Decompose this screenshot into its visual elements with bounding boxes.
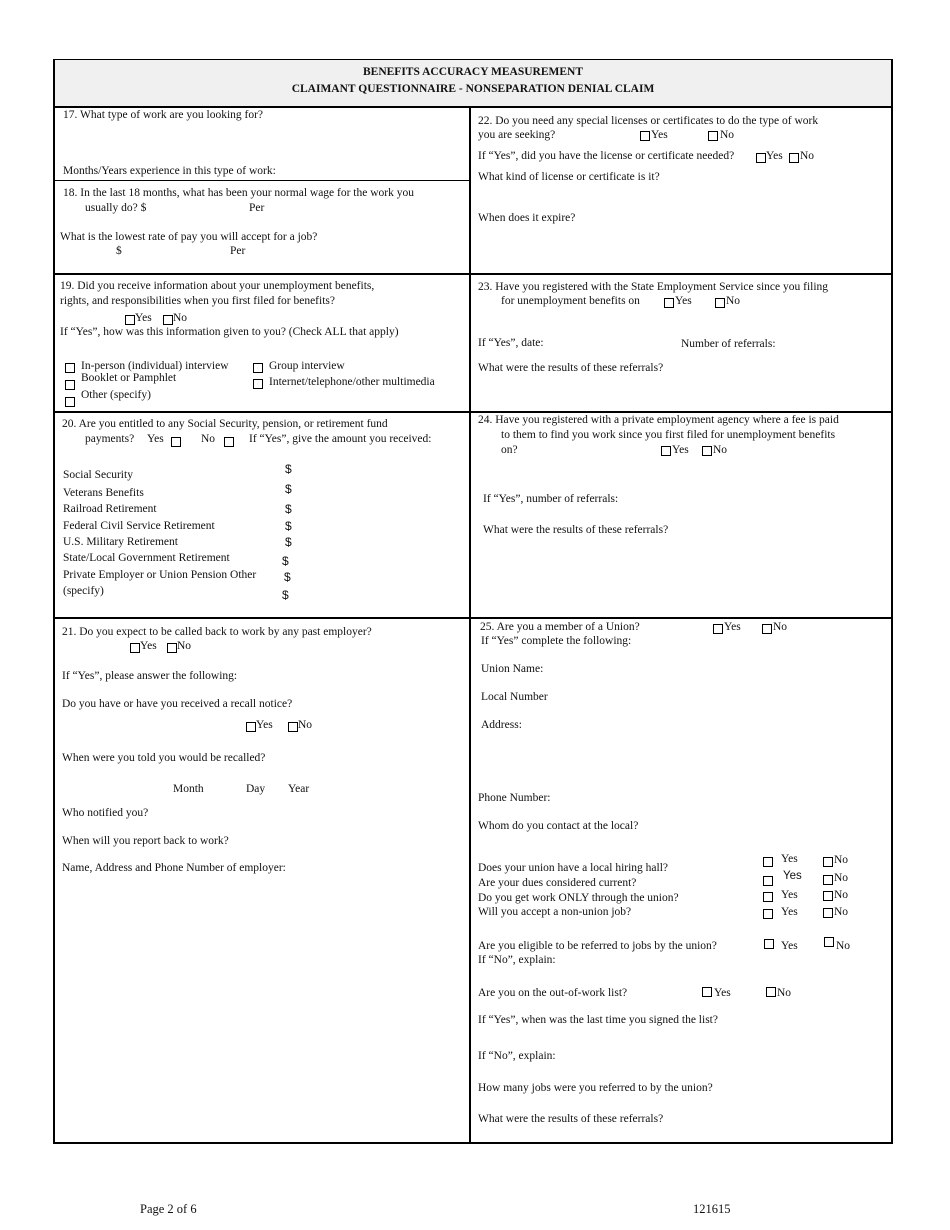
q25-hiring-hall-no-checkbox[interactable] — [823, 857, 833, 867]
q24-question: 24. Have you registered with a private employment agency where a fee is paid — [478, 414, 839, 426]
q23-referrals: Number of referrals: — [681, 338, 776, 350]
q25-nonunion-no-label: No — [834, 906, 849, 918]
q20-item-label: Private Employer or Union Pension Other — [63, 569, 257, 581]
q23-date: If “Yes”, date: — [478, 337, 544, 349]
q20-item-dollar: $ — [285, 535, 292, 549]
q21-recall-yes-checkbox[interactable] — [246, 722, 256, 732]
q20-question: 20. Are you entitled to any Social Security, pension, or retirement fund — [62, 418, 388, 430]
q22-yes-checkbox[interactable] — [640, 131, 650, 141]
q25-outofwork-no-checkbox[interactable] — [766, 987, 776, 997]
q21-recall-notice: Do you have or have you received a recall notice? — [62, 698, 293, 710]
q19-booklet-checkbox[interactable] — [65, 380, 75, 390]
row-divider-3 — [55, 617, 891, 619]
row-divider-17-18 — [55, 180, 469, 181]
q25-only-union: Do you get work ONLY through the union? — [478, 892, 679, 904]
q20-item-label: Federal Civil Service Retirement — [63, 520, 215, 532]
q20-item-label: Railroad Retirement — [63, 503, 157, 515]
q22-no-label: No — [720, 129, 735, 141]
q19-question: 19. Did you receive information about your unemployment benefits, — [60, 280, 375, 292]
q25-how-many: How many jobs were you referred to by the union? — [478, 1082, 713, 1094]
form-subtitle: CLAIMANT QUESTIONNAIRE - NONSEPARATION DENIAL CLAIM — [291, 83, 655, 95]
q21-recall-no-label: No — [298, 719, 313, 731]
q20-item-label: Social Security — [63, 469, 133, 481]
q25-dues-no-label: No — [834, 872, 849, 884]
q18-lowest-rate: What is the lowest rate of pay you will accept for a job? — [60, 231, 318, 243]
q22-question-cont: you are seeking? — [478, 129, 556, 141]
q23-question-cont: for unemployment benefits on — [501, 295, 640, 307]
q24-question-cont2: on? — [501, 444, 518, 456]
q24-yes-label: Yes — [672, 444, 689, 456]
q20-yes-checkbox[interactable] — [171, 437, 181, 447]
q24-yes-checkbox[interactable] — [661, 446, 671, 456]
q20-item-dollar: $ — [284, 570, 291, 584]
q21-month: Month — [173, 783, 204, 795]
q25-ifno-explain: If “No”, explain: — [478, 954, 556, 966]
q25-local-number: Local Number — [481, 691, 548, 703]
q25-yes-label: Yes — [724, 621, 741, 633]
q21-when-told: When were you told you would be recalled? — [62, 752, 266, 764]
q19-no-checkbox[interactable] — [163, 315, 173, 325]
q25-nonunion-yes-label: Yes — [781, 906, 798, 918]
q20-item-dollar: $ — [285, 482, 292, 496]
q25-outofwork-no-label: No — [777, 987, 792, 999]
q19-question-cont: rights, and responsibilities when you first filed for benefits? — [60, 295, 335, 307]
q25-dues-yes-checkbox[interactable] — [763, 876, 773, 886]
q21-yes-checkbox[interactable] — [130, 643, 140, 653]
q21-no-checkbox[interactable] — [167, 643, 177, 653]
q20-payments: payments? — [85, 433, 135, 445]
q18-question: 18. In the last 18 months, what has been your normal wage for the work you — [63, 187, 414, 199]
column-divider — [469, 106, 471, 1143]
q25-nonunion-yes-checkbox[interactable] — [763, 909, 773, 919]
q19-yes-checkbox[interactable] — [125, 315, 135, 325]
q25-eligible-no-label: No — [836, 940, 851, 952]
q25-nonunion-no-checkbox[interactable] — [823, 908, 833, 918]
q25-eligible-yes-label: Yes — [781, 940, 798, 952]
q21-ifyes: If “Yes”, please answer the following: — [62, 670, 238, 682]
q17-question: 17. What type of work are you looking for? — [63, 109, 264, 121]
q25-hiring-hall: Does your union have a local hiring hall? — [478, 862, 669, 874]
q23-question: 23. Have you registered with the State Employment Service since you filing — [478, 281, 829, 293]
q18-usual-wage: usually do? $ — [85, 202, 147, 214]
q19-other-label: Other (specify) — [81, 389, 151, 401]
q25-dues-no-checkbox[interactable] — [823, 875, 833, 885]
q25-nonunion: Will you accept a non-union job? — [478, 906, 632, 918]
q20-item-dollar: $ — [282, 588, 289, 602]
q22-had-license: If “Yes”, did you have the license or certificate needed? — [478, 150, 735, 162]
q21-day: Day — [246, 783, 266, 795]
q21-recall-yes-label: Yes — [256, 719, 273, 731]
form-title: BENEFITS ACCURACY MEASUREMENT — [362, 66, 584, 78]
q20-item-dollar: $ — [285, 502, 292, 516]
q25-no-checkbox[interactable] — [762, 624, 772, 634]
q23-yes-checkbox[interactable] — [664, 298, 674, 308]
q25-no-label: No — [773, 621, 788, 633]
q18-dollar: $ — [116, 245, 122, 257]
q25-last-signed: If “Yes”, when was the last time you signed the list? — [478, 1014, 718, 1026]
q22-had-no-label: No — [800, 150, 815, 162]
q22-no-checkbox[interactable] — [708, 131, 718, 141]
q25-eligible-yes-checkbox[interactable] — [764, 939, 774, 949]
q20-ifyes: If “Yes”, give the amount you received: — [249, 433, 432, 445]
q24-no-label: No — [713, 444, 728, 456]
form-header — [55, 60, 891, 106]
q25-yes-checkbox[interactable] — [713, 624, 723, 634]
page-number: Page 2 of 6 — [140, 1202, 197, 1216]
q20-no-label: No — [201, 433, 216, 445]
q22-had-yes-checkbox[interactable] — [756, 153, 766, 163]
q25-outofwork-yes-checkbox[interactable] — [702, 987, 712, 997]
q25-eligible: Are you eligible to be referred to jobs by the union? — [478, 940, 717, 952]
q20-item-dollar: $ — [285, 519, 292, 533]
q24-results: What were the results of these referrals? — [483, 524, 669, 536]
q17-experience: Months/Years experience in this type of work: — [63, 165, 276, 177]
q22-kind: What kind of license or certificate is it? — [478, 171, 660, 183]
q22-question: 22. Do you need any special licenses or certificates to do the type of work — [478, 115, 819, 127]
q20-item-label: (specify) — [63, 585, 104, 597]
q25-question: 25. Are you a member of a Union? — [480, 621, 640, 633]
q19-inperson-checkbox[interactable] — [65, 363, 75, 373]
q25-only-yes-label: Yes — [781, 889, 798, 901]
row-divider-1 — [55, 273, 891, 275]
q20-item-label: State/Local Government Retirement — [63, 552, 230, 564]
q18-per-2: Per — [230, 245, 246, 257]
frame-left — [53, 59, 55, 1144]
q25-only-yes-checkbox[interactable] — [763, 892, 773, 902]
q19-group-checkbox[interactable] — [253, 363, 263, 373]
q21-when-report: When will you report back to work? — [62, 835, 229, 847]
q21-who-notified: Who notified you? — [62, 807, 149, 819]
q19-booklet-label: Booklet or Pamphlet — [81, 372, 177, 384]
q24-no-checkbox[interactable] — [702, 446, 712, 456]
q23-no-checkbox[interactable] — [715, 298, 725, 308]
q20-item-label: U.S. Military Retirement — [63, 536, 178, 548]
q19-yes-label: Yes — [135, 312, 152, 324]
q25-dues: Are your dues considered current? — [478, 877, 637, 889]
q25-address: Address: — [481, 719, 522, 731]
q19-no-label: No — [173, 312, 188, 324]
q25-results: What were the results of these referrals? — [478, 1113, 664, 1125]
q21-question: 21. Do you expect to be called back to work by any past employer? — [62, 626, 372, 638]
q22-yes-label: Yes — [651, 129, 668, 141]
q24-number: If “Yes”, number of referrals: — [483, 493, 619, 505]
q21-yes-label: Yes — [140, 640, 157, 652]
form-code: 121615 — [693, 1202, 731, 1216]
q23-no-label: No — [726, 295, 741, 307]
q19-other-checkbox[interactable] — [65, 397, 75, 407]
q20-yes-label: Yes — [147, 433, 164, 445]
q25-eligible-no-checkbox[interactable] — [824, 937, 834, 947]
q25-phone: Phone Number: — [478, 792, 551, 804]
q25-only-no-label: No — [834, 889, 849, 901]
q25-only-no-checkbox[interactable] — [823, 891, 833, 901]
q21-no-label: No — [177, 640, 192, 652]
q23-yes-label: Yes — [675, 295, 692, 307]
q20-no-checkbox[interactable] — [224, 437, 234, 447]
q25-outofwork-yes-label: Yes — [714, 987, 731, 999]
q20-item-label: Veterans Benefits — [63, 487, 144, 499]
frame-right — [891, 59, 893, 1144]
row-divider-2 — [55, 411, 891, 413]
q23-results: What were the results of these referrals? — [478, 362, 664, 374]
q24-question-cont: to them to find you work since you first filed for unemployment benefits — [501, 429, 836, 441]
q22-had-no-checkbox[interactable] — [789, 153, 799, 163]
q25-contact: Whom do you contact at the local? — [478, 820, 639, 832]
q20-item-dollar: $ — [285, 462, 292, 476]
q19-inperson-label: In-person (individual) interview — [81, 360, 229, 372]
q19-how-given: If “Yes”, how was this information given to you? (Check ALL that apply) — [60, 326, 399, 338]
q22-expire: When does it expire? — [478, 212, 576, 224]
q25-dues-yes-label: Yes — [783, 870, 802, 882]
q21-recall-no-checkbox[interactable] — [288, 722, 298, 732]
q21-year: Year — [288, 783, 310, 795]
q25-union-name: Union Name: — [481, 663, 544, 675]
q19-internet-label: Internet/telephone/other multimedia — [269, 376, 435, 388]
q25-out-of-work: Are you on the out-of-work list? — [478, 987, 628, 999]
frame-bottom — [53, 1142, 893, 1144]
q19-group-label: Group interview — [269, 360, 345, 372]
q18-per-1: Per — [249, 202, 265, 214]
q20-item-dollar: $ — [282, 554, 289, 568]
q25-ifno-explain-2: If “No”, explain: — [478, 1050, 556, 1062]
q25-hiring-hall-no-label: No — [834, 854, 849, 866]
q19-internet-checkbox[interactable] — [253, 379, 263, 389]
q25-complete: If “Yes” complete the following: — [481, 635, 632, 647]
q21-employer: Name, Address and Phone Number of employer: — [62, 862, 286, 874]
q22-had-yes-label: Yes — [766, 150, 783, 162]
q25-hiring-hall-yes-label: Yes — [781, 853, 798, 865]
q25-hiring-hall-yes-checkbox[interactable] — [763, 857, 773, 867]
header-divider — [53, 106, 893, 108]
